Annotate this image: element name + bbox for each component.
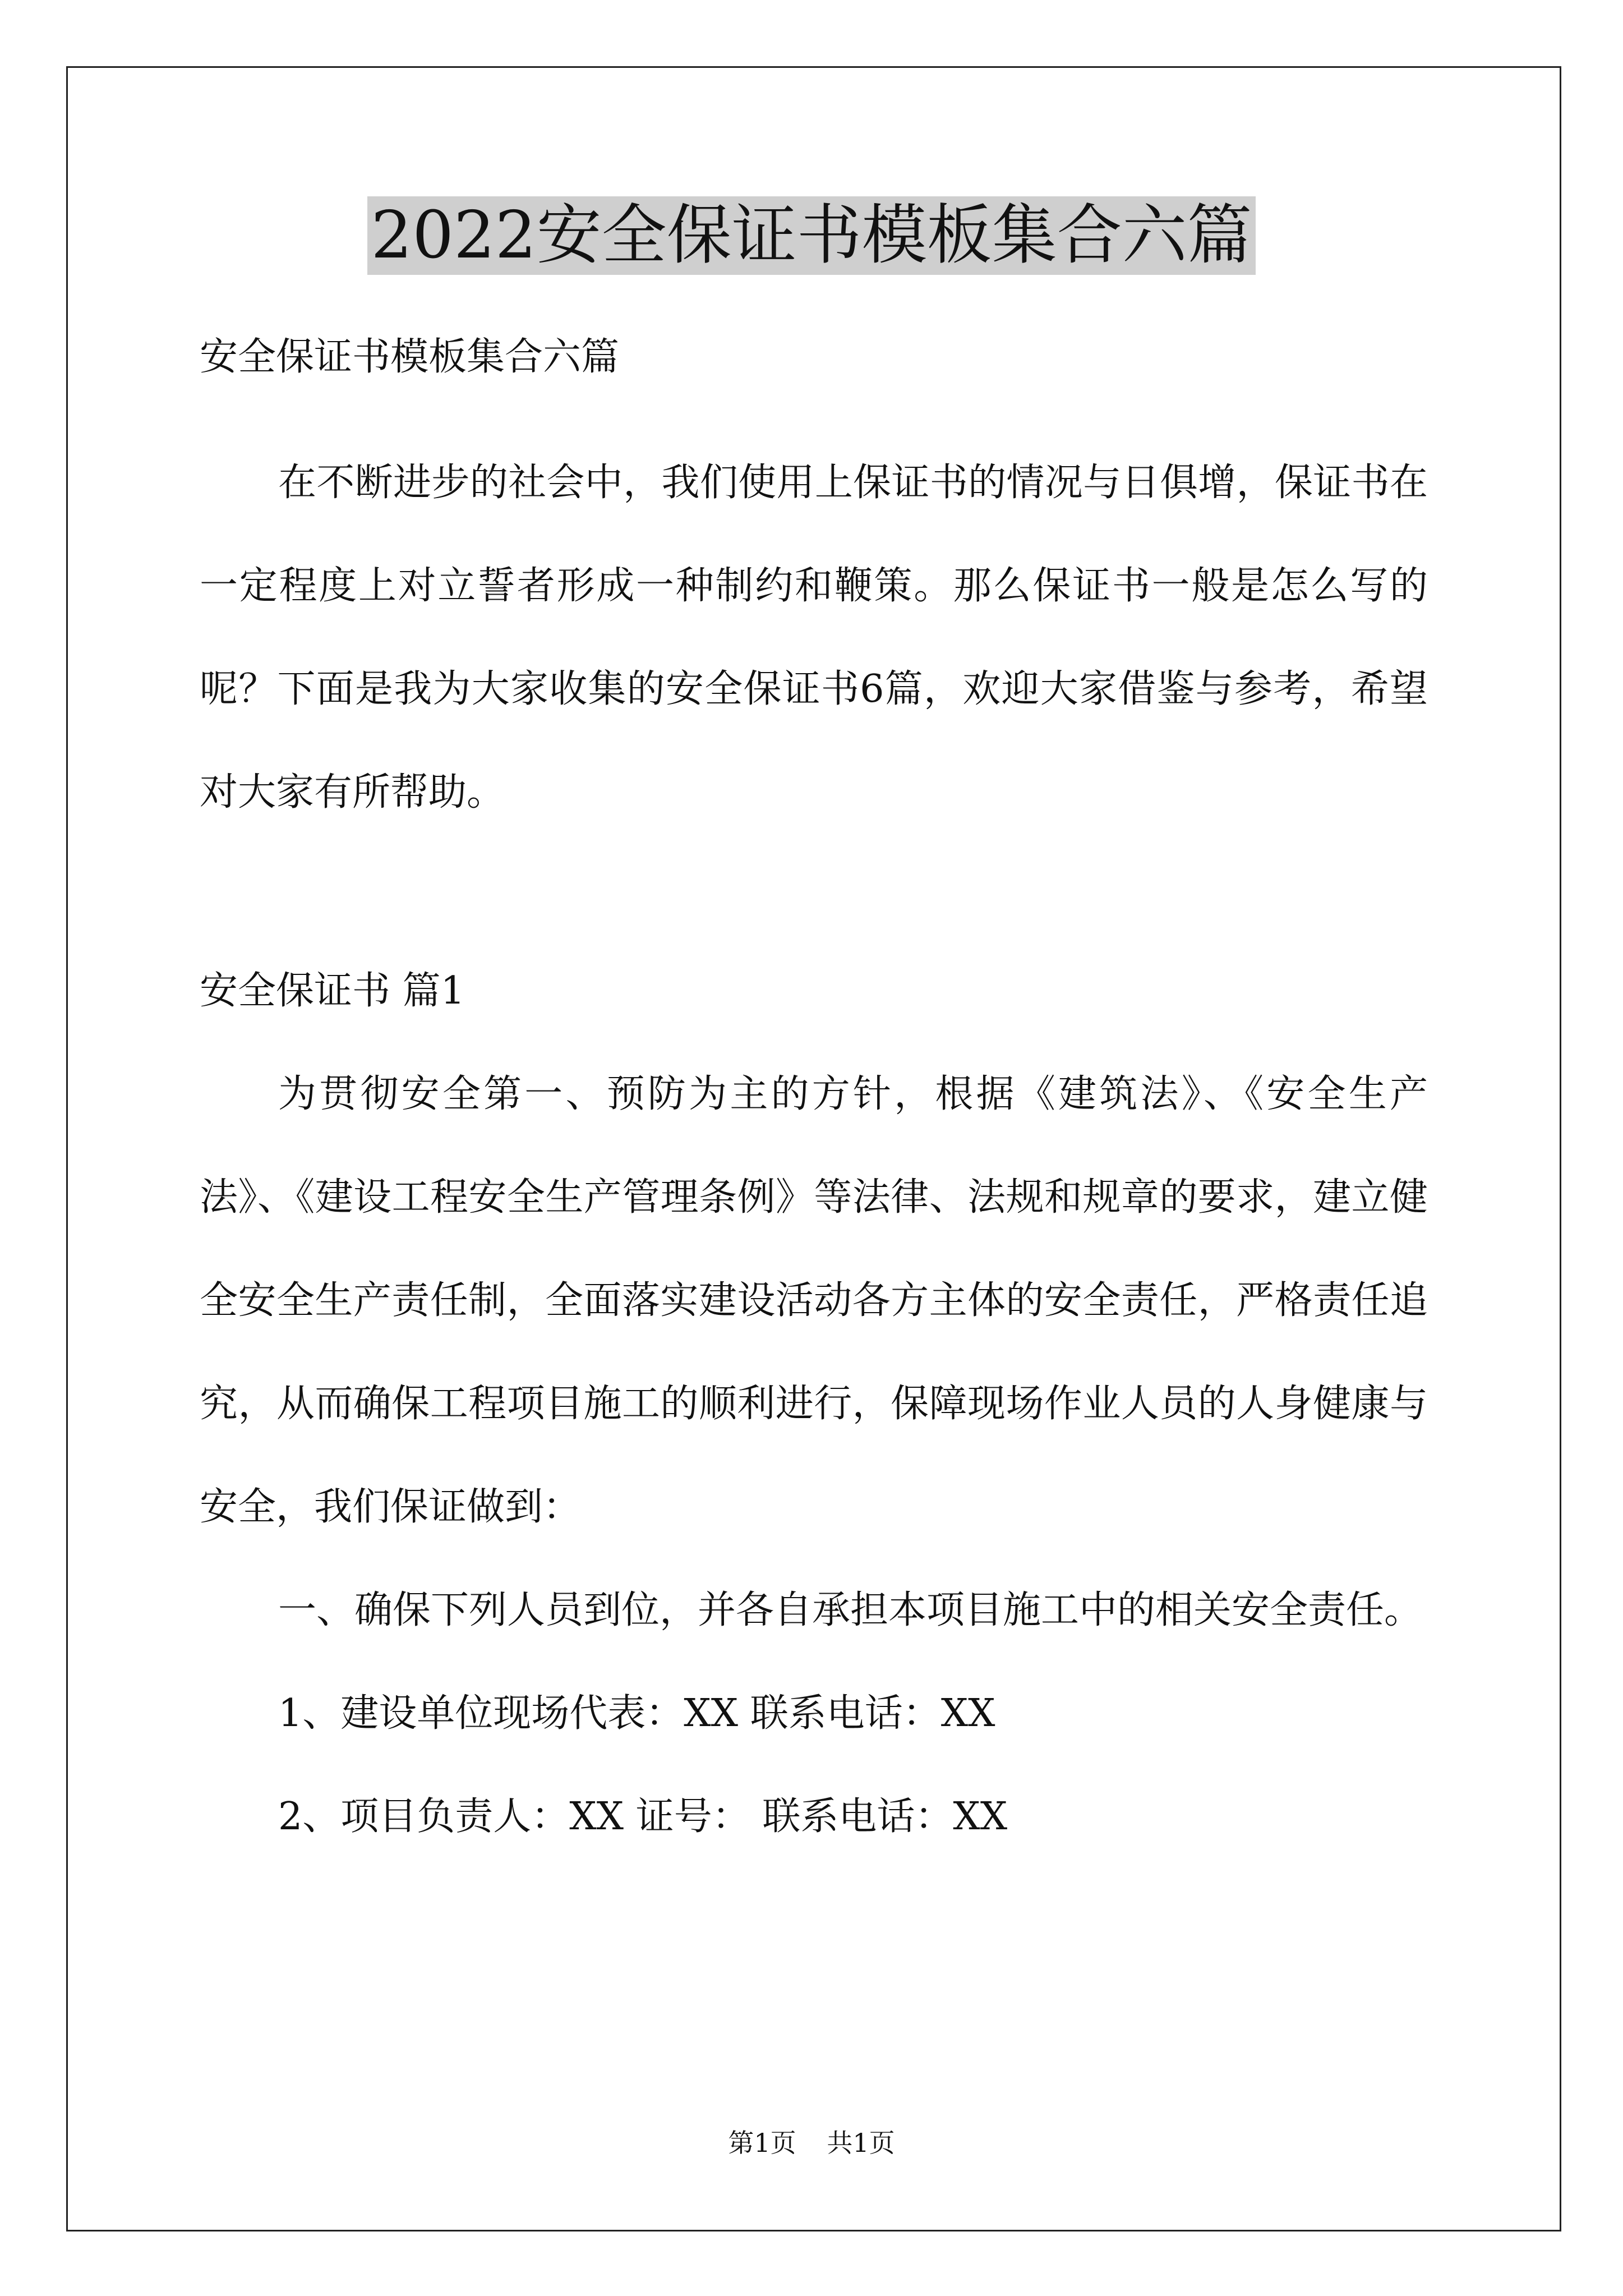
list-item-1: 1、建设单位现场代表：XX 联系电话：XX <box>278 1691 995 1736</box>
document-subtitle: 安全保证书模板集合六篇 <box>200 335 620 379</box>
section-heading: 安全保证书 篇1 <box>200 969 465 1013</box>
page-number-current: 第1页 <box>728 2128 796 2158</box>
list-item-one: 一、确保下列人员到位，并各自承担本项目施工中的相关安全责任。 <box>278 1588 1423 1632</box>
document-body <box>200 306 1428 1869</box>
section-paragraph: 为贯彻安全第一、预防为主的方针，根据《建筑法》、《安全生产法》、《建设工程安全生产管理条例》等法律、法规和规章的要求，建立健全安全生产责任制，全面落实建设活动各方主体的安全责任，严格责任追究，从而确保工程项目施工的顺利进行，保障现场作业人员的人身健康与安全，我们保证做到： <box>200 1072 1428 1529</box>
page-footer <box>0 2126 1623 2160</box>
list-item-2: 2、项目负责人：XX 证号： 联系电话：XX <box>278 1795 1008 1839</box>
document-title: 2022安全保证书模板集合六篇 <box>367 196 1255 275</box>
title-container <box>0 196 1623 275</box>
intro-paragraph: 在不断进步的社会中，我们使用上保证书的情况与日俱增，保证书在一定程度上对立誓者形成一种制约和鞭策。那么保证书一般是怎么写的呢？下面是我为大家收集的安全保证书6篇，欢迎大家借鉴与参考，希望对大家有所帮助。 <box>200 461 1428 815</box>
page-number-total: 共1页 <box>827 2128 895 2158</box>
